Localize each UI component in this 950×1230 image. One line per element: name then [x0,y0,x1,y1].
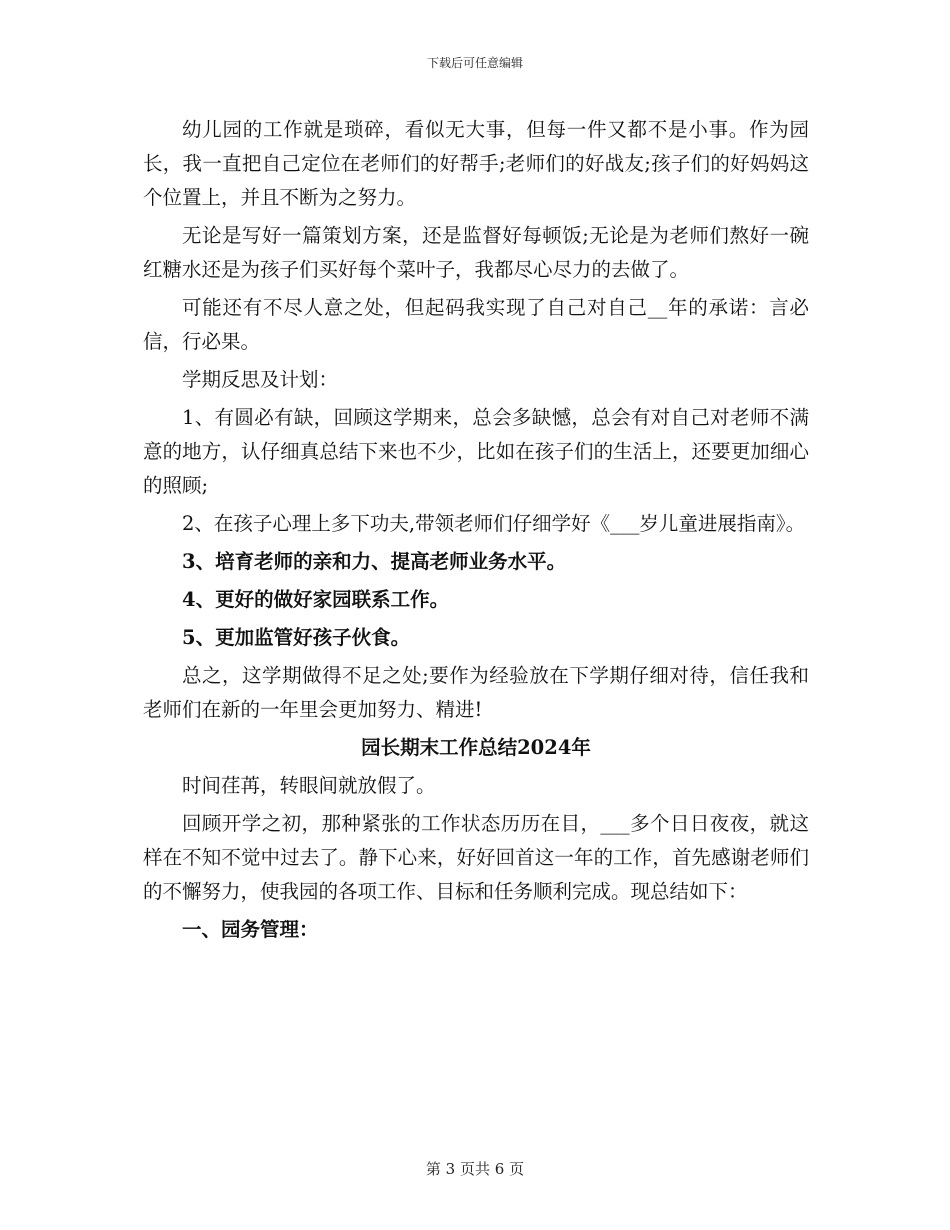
page-footer: 第 3 页共 6 页 [425,1160,525,1178]
document-body [143,113,809,951]
list-item-bold: 3、培育老师的亲和力、提高老师业务水平。 [182,550,567,573]
paragraph: 无论是写好一篇策划方案，还是监督好每顿饭;无论是为老师们熬好一碗红糖水还是为孩子们买好每个菜叶子，我都尽心尽力的去做了。 [143,224,809,281]
section-title: 园长期末工作总结2024年 [361,736,591,759]
paragraph: 时间荏苒，转眼间就放假了。 [182,774,436,797]
paragraph: 可能还有不尽人意之处，但起码我实现了自己对自己__年的承诺：言必信，行必果。 [143,296,809,353]
list-item: 2、在孩子心理上多下功夫,带领老师们仔细学好《___岁儿童进展指南》。 [182,512,806,535]
paragraph: 回顾开学之初，那种紧张的工作状态历历在目，___多个日日夜夜，就这样在不知不觉中过去了。静下心来，好好回首这一年的工作，首先感谢老师们的不懈努力，使我园的各项工作、目标和任务顺利完成。现总结如下： [143,812,809,903]
paragraph: 学期反思及计划： [182,368,339,391]
page-header: 下载后可任意编辑 [426,56,523,70]
paragraph: 幼儿园的工作就是琐碎，看似无大事，但每一件又都不是小事。作为园长，我一直把自己定位在老师们的好帮手;老师们的好战友;孩子们的好妈妈这个位置上，并且不断为之努力。 [143,118,809,209]
section-heading: 一、园务管理： [182,918,319,941]
paragraph: 总之，这学期做得不足之处;要作为经验放在下学期仔细对待，信任我和老师们在新的一年里会更加努力、精进! [143,664,809,721]
list-item-bold: 5、更加监管好孩子伙食。 [182,626,411,649]
list-item: 1、有圆必有缺，回顾这学期来，总会多缺憾，总会有对自己对老师不满意的地方，认仔细真总结下来也不少，比如在孩子们的生活上，还要更加细心的照顾; [143,406,809,497]
list-item-bold: 4、更好的做好家园联系工作。 [182,588,450,611]
